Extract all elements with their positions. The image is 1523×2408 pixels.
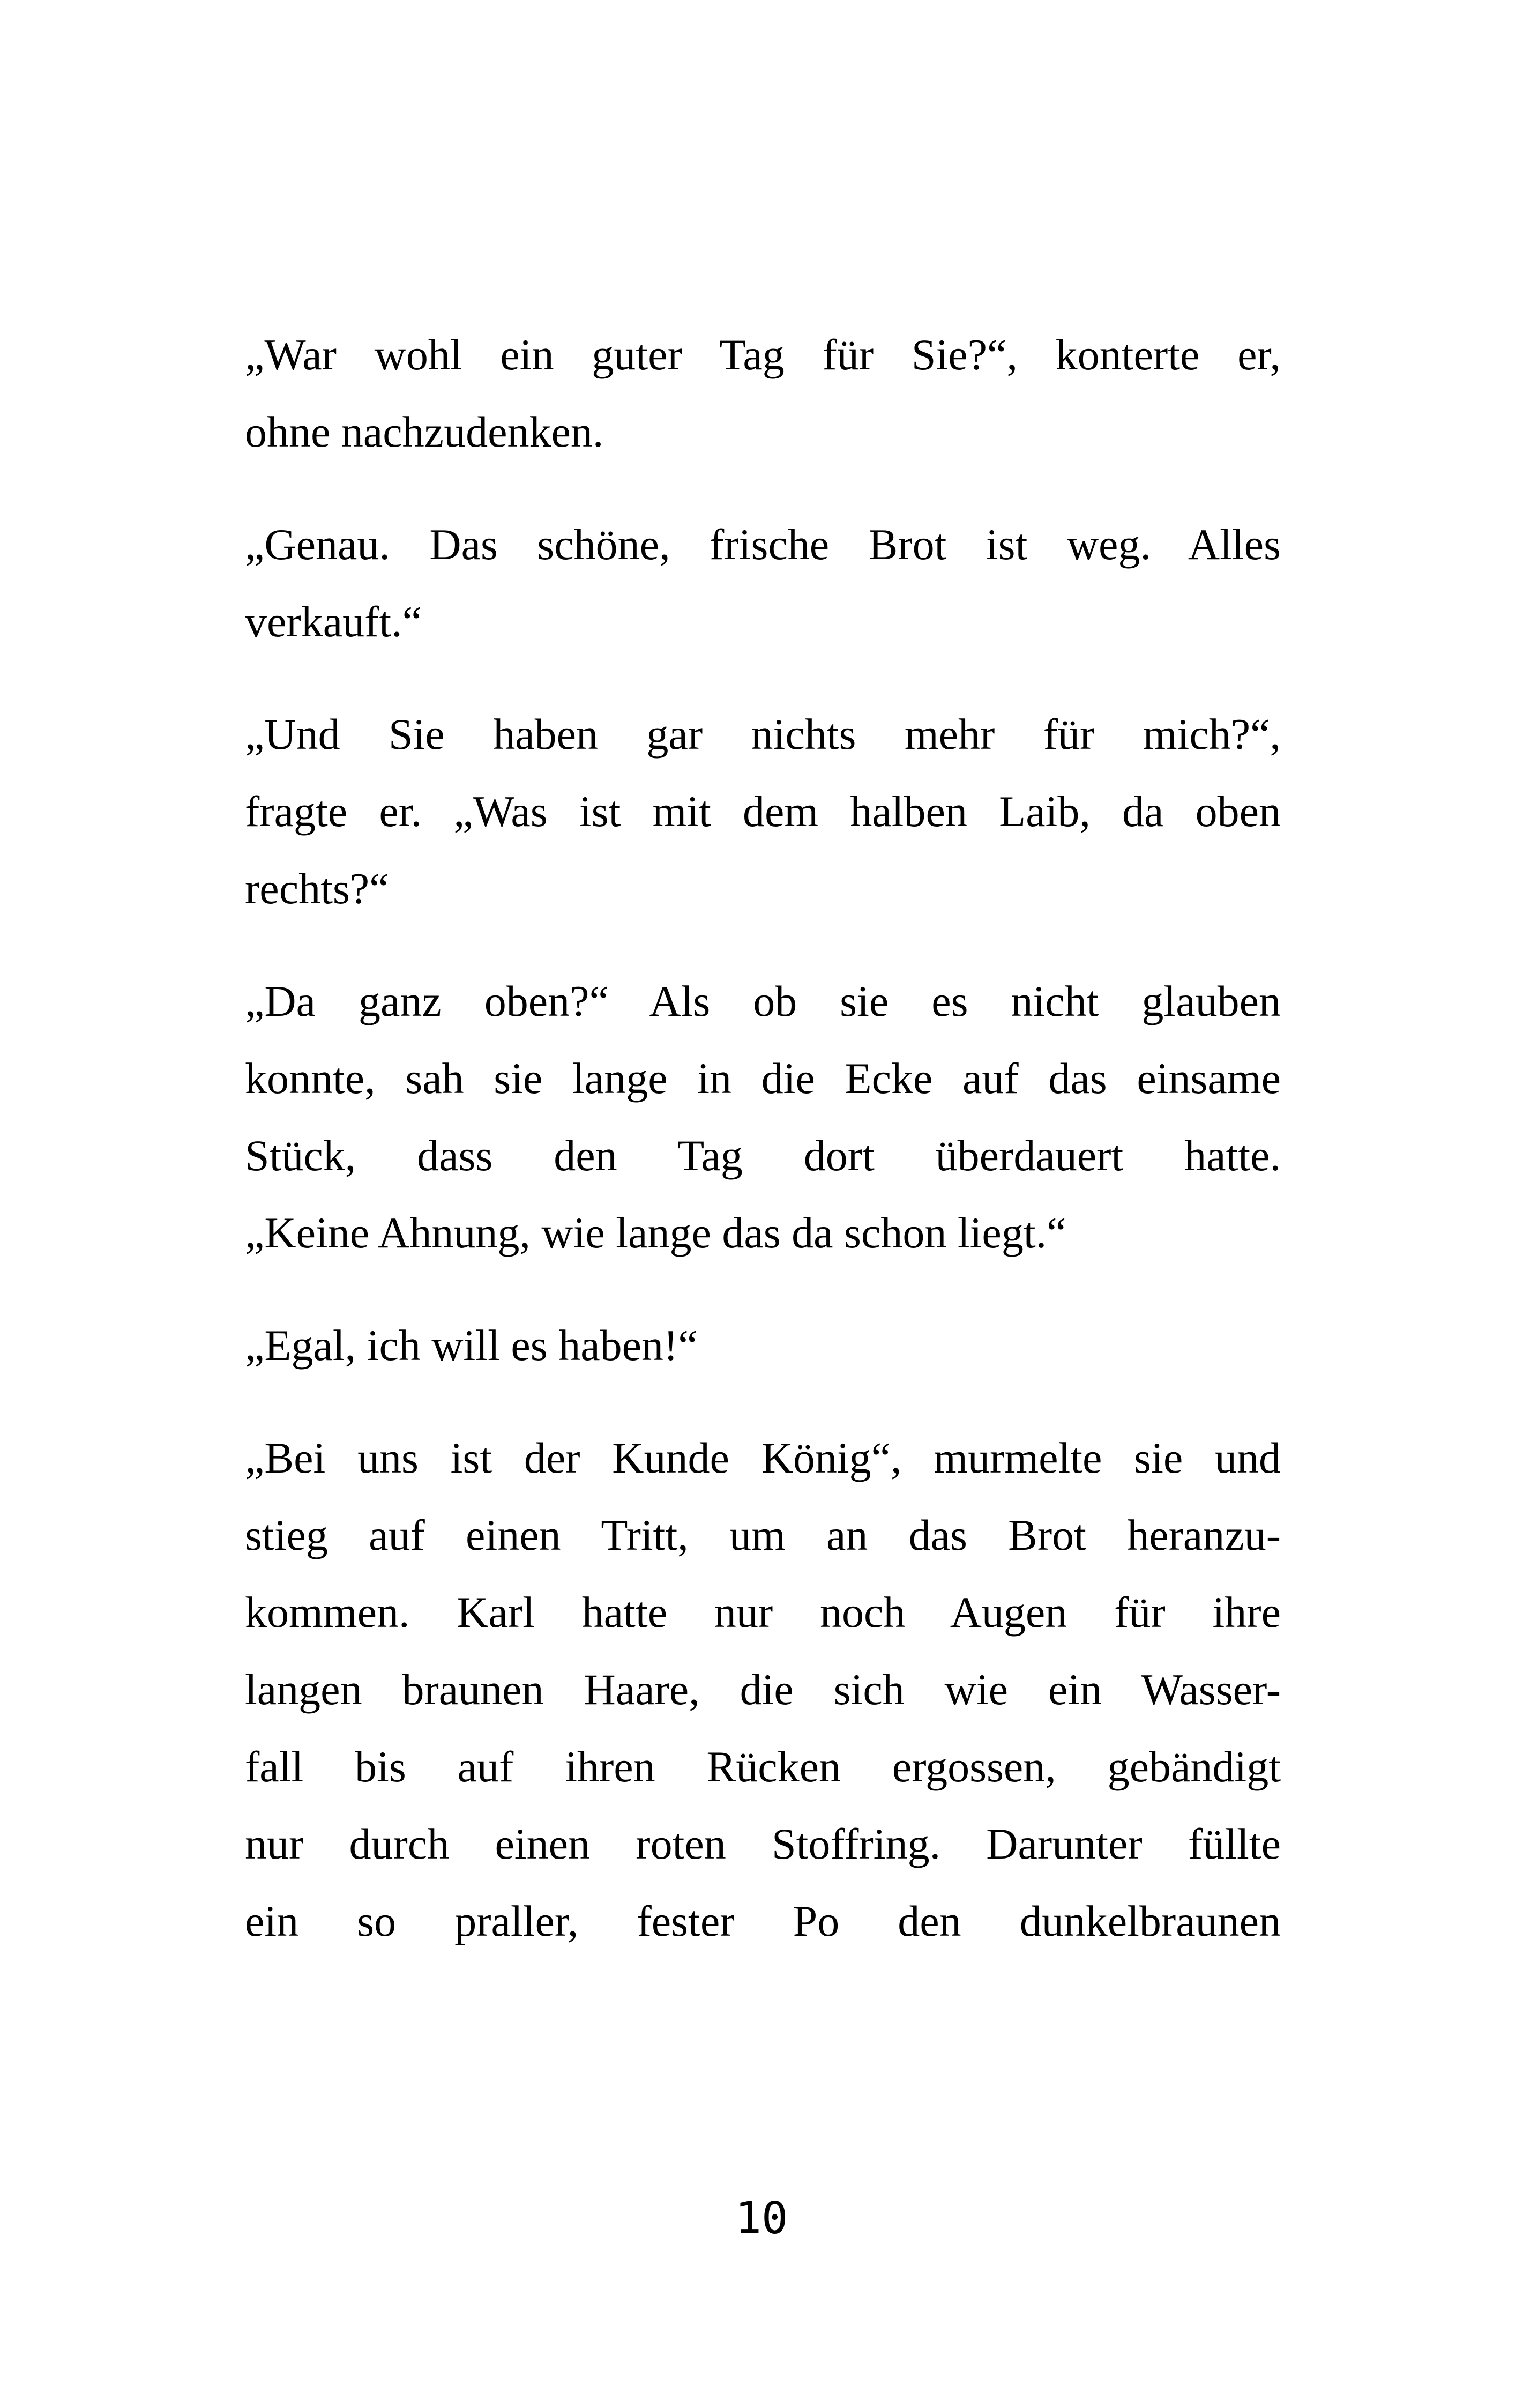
text-line: „Egal, ich will es haben!“ [245, 1321, 698, 1370]
paragraph-4 [245, 963, 1281, 1272]
text-line: rechts?“ [245, 864, 389, 913]
text-line: „Genau. Das schöne, frische Brot ist weg. Alles [245, 520, 1281, 569]
text-line: verkauft.“ [245, 597, 422, 646]
text-line: fragte er. „Was ist mit dem halben Laib, da oben [245, 787, 1281, 836]
paragraph-3 [245, 696, 1281, 927]
text-line: konnte, sah sie lange in die Ecke auf das einsame [245, 1054, 1281, 1103]
text-line: „Und Sie haben gar nichts mehr für mich?“, [245, 710, 1281, 759]
text-line: „Keine Ahnung, wie lange das da schon liegt.“ [245, 1208, 1066, 1257]
page-text-block [245, 316, 1281, 1995]
paragraph-1 [245, 316, 1281, 471]
text-line: nur durch einen roten Stoffring. Darunter füllte [245, 1819, 1281, 1868]
text-line: „Bei uns ist der Kunde König“, murmelte sie und [245, 1433, 1281, 1482]
text-line: Stück, dass den Tag dort überdauert hatte. [245, 1131, 1281, 1180]
text-line: „War wohl ein guter Tag für Sie?“, konterte er, [245, 330, 1281, 379]
paragraph-5 [245, 1307, 1281, 1384]
paragraph-2 [245, 506, 1281, 660]
text-line: fall bis auf ihren Rücken ergossen, gebändigt [245, 1742, 1281, 1791]
paragraph-6 [245, 1419, 1281, 1960]
text-line: „Da ganz oben?“ Als ob sie es nicht glauben [245, 977, 1281, 1025]
text-line: ohne nachzudenken. [245, 407, 604, 456]
page-number: 10 [735, 2193, 788, 2244]
text-line: langen braunen Haare, die sich wie ein Wasser- [245, 1665, 1281, 1714]
text-line: kommen. Karl hatte nur noch Augen für ihre [245, 1588, 1281, 1637]
text-line: ein so praller, fester Po den dunkelbraunen [245, 1897, 1281, 1945]
text-line: stieg auf einen Tritt, um an das Brot heranzu- [245, 1511, 1281, 1559]
